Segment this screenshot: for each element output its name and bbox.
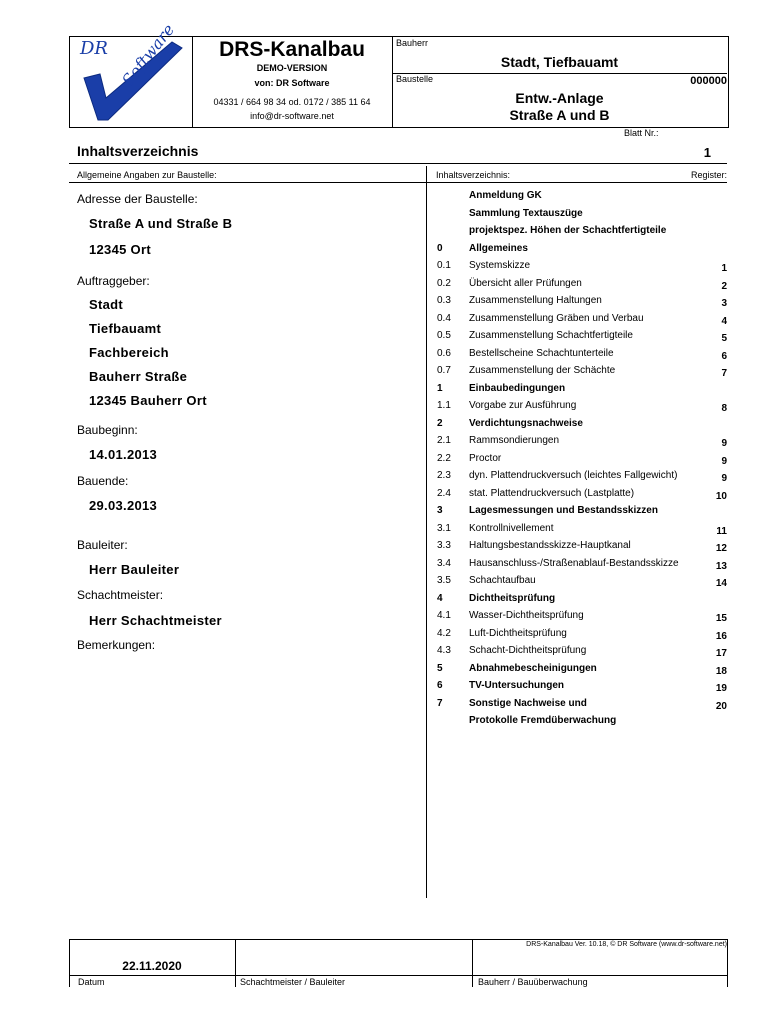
auftraggeber-line-4: Bauherr Straße (89, 369, 188, 384)
list-item (437, 418, 727, 435)
toc-register: 14 (715, 578, 727, 589)
toc-register: 2 (721, 280, 727, 292)
signature-line (69, 975, 727, 976)
list-item (437, 383, 727, 400)
list-item (437, 663, 727, 680)
toc-number: 0.2 (437, 277, 451, 289)
toc-text: Zusammenstellung der Schächte (469, 365, 616, 376)
list-item (437, 260, 727, 277)
list-item (437, 505, 727, 522)
bauende-label: Bauende: (77, 474, 129, 488)
bauherr-value: Stadt, Tiefbauamt (500, 54, 619, 70)
toc-number: 4 (437, 592, 443, 604)
list-item (437, 190, 727, 207)
baustelle-code: 000000 (690, 75, 727, 87)
list-item (437, 680, 727, 697)
footer-date: 22.11.2020 (122, 959, 182, 973)
toc-text: Kontrollnivellement (469, 522, 554, 534)
toc-text: Hausanschluss-/Straßenablauf-Bestandsskizze (469, 557, 679, 569)
toc-text: dyn. Plattendruckversuch (leichtes Fallgewicht) (469, 470, 678, 481)
datum-label: Datum (78, 977, 105, 987)
list-item (437, 208, 727, 225)
toc-text: Vorgabe zur Ausführung (469, 400, 577, 411)
toc-number: 2.4 (437, 487, 451, 499)
toc-register: 5 (721, 333, 727, 344)
toc-text: Proctor (469, 452, 502, 464)
toc-number: 0 (437, 242, 443, 254)
page-number: 1 (703, 145, 711, 160)
list-item (437, 628, 727, 645)
toc-register: 15 (715, 613, 727, 624)
list-item (437, 593, 727, 610)
toc-text: Schachtaufbau (469, 575, 536, 586)
toc-text: Anmeldung GK (469, 190, 542, 201)
toc-text: Sammlung Textauszüge (469, 207, 583, 219)
toc-text: Lagesmessungen und Bestandsskizzen (469, 505, 658, 516)
footer-divider-2 (472, 939, 473, 987)
toc-text: Zusammenstellung Haltungen (469, 295, 602, 306)
toc-text: stat. Plattendruckversuch (Lastplatte) (469, 487, 635, 499)
toc-text: Einbaubedingungen (469, 382, 566, 394)
email: info@dr-software.net (250, 111, 334, 121)
auftraggeber-label: Auftraggeber: (77, 274, 150, 288)
toc-register: 9 (721, 455, 727, 467)
toc-number: 4.1 (437, 610, 451, 621)
baustelle-line2: Straße A und B (509, 107, 610, 123)
list-item (437, 365, 727, 382)
toc-text: TV-Untersuchungen (469, 680, 565, 691)
toc-register: 16 (715, 630, 727, 642)
header-divider-bauherr (392, 73, 727, 74)
list-item (437, 645, 727, 662)
footer-divider-1 (235, 939, 236, 987)
toc-number: 5 (437, 662, 443, 674)
blatt-label: Blatt Nr.: (624, 128, 659, 138)
list-item (437, 243, 727, 260)
toc-register: 13 (715, 560, 727, 572)
title-underline (69, 163, 727, 164)
toc-text: Protokolle Fremdüberwachung (469, 715, 617, 726)
toc-text: Sonstige Nachweise und (469, 697, 587, 709)
toc-number: 6 (437, 680, 443, 691)
list-item (437, 470, 727, 487)
toc-number: 3 (437, 505, 443, 516)
bauherr-bauueberwachung-label: Bauherr / Bauüberwachung (478, 977, 588, 987)
list-item (437, 435, 727, 452)
toc-text: Verdichtungsnachweise (469, 417, 583, 429)
toc-register: 6 (721, 350, 727, 362)
toc-number: 0.7 (437, 365, 451, 376)
toc-number: 4.3 (437, 645, 451, 656)
auftraggeber-line-2: Tiefbauamt (89, 321, 162, 336)
toc-text: Systemskizze (469, 260, 531, 271)
toc-register: 7 (721, 368, 727, 379)
toc-heading: Inhaltsverzeichnis: (436, 170, 511, 180)
list-item (437, 313, 727, 330)
toc-number: 0.3 (437, 295, 451, 306)
toc-number: 0.5 (437, 330, 451, 341)
list-item (437, 698, 727, 715)
toc-register: 20 (715, 700, 727, 712)
schachtmeister-label: Schachtmeister: (77, 588, 164, 602)
toc-number: 3.5 (437, 575, 451, 586)
list-item (437, 540, 727, 557)
toc-register: 12 (715, 543, 727, 554)
list-item (437, 575, 727, 592)
toc-number: 0.6 (437, 347, 451, 359)
toc-register: 8 (721, 403, 727, 414)
list-item (437, 453, 727, 470)
toc-number: 3.3 (437, 540, 451, 551)
toc-text: Allgemeines (469, 242, 528, 254)
baustelle-line1: Entw.-Anlage (515, 90, 604, 106)
page-title: Inhaltsverzeichnis (77, 143, 199, 159)
toc-register: 18 (715, 665, 727, 677)
baubeginn-value: 14.01.2013 (89, 447, 158, 462)
list-item (437, 488, 727, 505)
adresse-line1: Straße A und Straße B (89, 216, 233, 231)
toc-number: 2 (437, 417, 443, 429)
toc-text: Abnahmebescheinigungen (469, 662, 597, 674)
list-item (437, 225, 727, 242)
logo-text-dr: DR (80, 38, 108, 59)
baustelle-label: Baustelle (396, 74, 434, 84)
demo-version: DEMO-VERSION (256, 63, 328, 73)
toc-number: 0.1 (437, 260, 451, 271)
toc-number: 1.1 (437, 400, 451, 411)
toc-text: Luft-Dichtheitsprüfung (469, 627, 567, 639)
toc-number: 3.4 (437, 557, 451, 569)
toc-number: 2.2 (437, 452, 451, 464)
app-title: DRS-Kanalbau (219, 38, 365, 61)
auftraggeber-line-3: Fachbereich (89, 345, 169, 360)
schachtmeister-bauleiter-label: Schachtmeister / Bauleiter (240, 977, 346, 987)
logo (72, 20, 190, 124)
auftraggeber-line-5: 12345 Bauherr Ort (89, 393, 207, 408)
toc-text: Wasser-Dichtheitsprüfung (469, 610, 584, 621)
bauleiter-label: Bauleiter: (77, 538, 128, 552)
heading-underline (69, 182, 727, 183)
list-item (437, 558, 727, 575)
list-item (437, 278, 727, 295)
vendor: von: DR Software (254, 78, 330, 88)
schachtmeister-value: Herr Schachtmeister (89, 613, 222, 628)
toc-number: 7 (437, 697, 443, 709)
toc-register: 11 (716, 525, 727, 537)
adresse-label: Adresse der Baustelle: (77, 192, 198, 206)
toc-number: 4.2 (437, 627, 451, 639)
footer-right-edge (727, 939, 728, 987)
left-heading: Allgemeine Angaben zur Baustelle: (77, 170, 217, 180)
version-note: DRS-Kanalbau Ver. 10.18, © DR Software (www.dr-software.net) (526, 941, 727, 948)
toc-text: Dichtheitsprüfung (469, 592, 556, 604)
toc-number: 1 (437, 382, 443, 394)
toc-text: Haltungsbestandsskizze-Hauptkanal (469, 540, 631, 551)
list-item (437, 400, 727, 417)
toc-register: 17 (715, 648, 727, 659)
logo-text-software: Software (118, 20, 179, 90)
list-item (437, 523, 727, 540)
toc-text: Bestellscheine Schachtunterteile (469, 347, 614, 359)
bemerkungen-label: Bemerkungen: (77, 638, 156, 652)
toc-number: 0.4 (437, 312, 451, 324)
toc-text: Zusammenstellung Schachtfertigteile (469, 330, 633, 341)
bauleiter-value: Herr Bauleiter (89, 562, 180, 577)
toc-register: 19 (715, 683, 727, 694)
adresse-line2: 12345 Ort (89, 242, 151, 257)
list-item (437, 715, 727, 732)
column-divider (426, 166, 427, 898)
toc-register: 4 (721, 315, 727, 327)
bauende-value: 29.03.2013 (89, 498, 158, 513)
baubeginn-label: Baubeginn: (77, 423, 138, 437)
toc-text: Übersicht aller Prüfungen (469, 277, 582, 289)
auftraggeber-line-1: Stadt (89, 297, 123, 312)
list-item (437, 295, 727, 312)
list-item (437, 610, 727, 627)
toc-register: 1 (721, 263, 727, 274)
toc-text: projektspez. Höhen der Schachtfertigteile (469, 225, 667, 236)
toc-number: 2.1 (437, 435, 451, 446)
toc-register: 9 (721, 438, 727, 449)
toc-number: 2.3 (437, 470, 451, 481)
footer-line (69, 939, 727, 940)
toc-register: 3 (721, 298, 727, 309)
list-item (437, 348, 727, 365)
register-label: Register: (690, 170, 727, 180)
list-item (437, 330, 727, 347)
toc-register: 10 (715, 490, 727, 502)
toc-text: Zusammenstellung Gräben und Verbau (469, 312, 644, 324)
phone: 04331 / 664 98 34 od. 0172 / 385 11 64 (213, 97, 371, 107)
toc-number: 3.1 (437, 522, 451, 534)
toc-text: Schacht-Dichtheitsprüfung (469, 645, 587, 656)
toc-register: 9 (721, 473, 727, 484)
bauherr-label: Bauherr (396, 38, 429, 48)
toc-text: Rammsondierungen (469, 435, 560, 446)
